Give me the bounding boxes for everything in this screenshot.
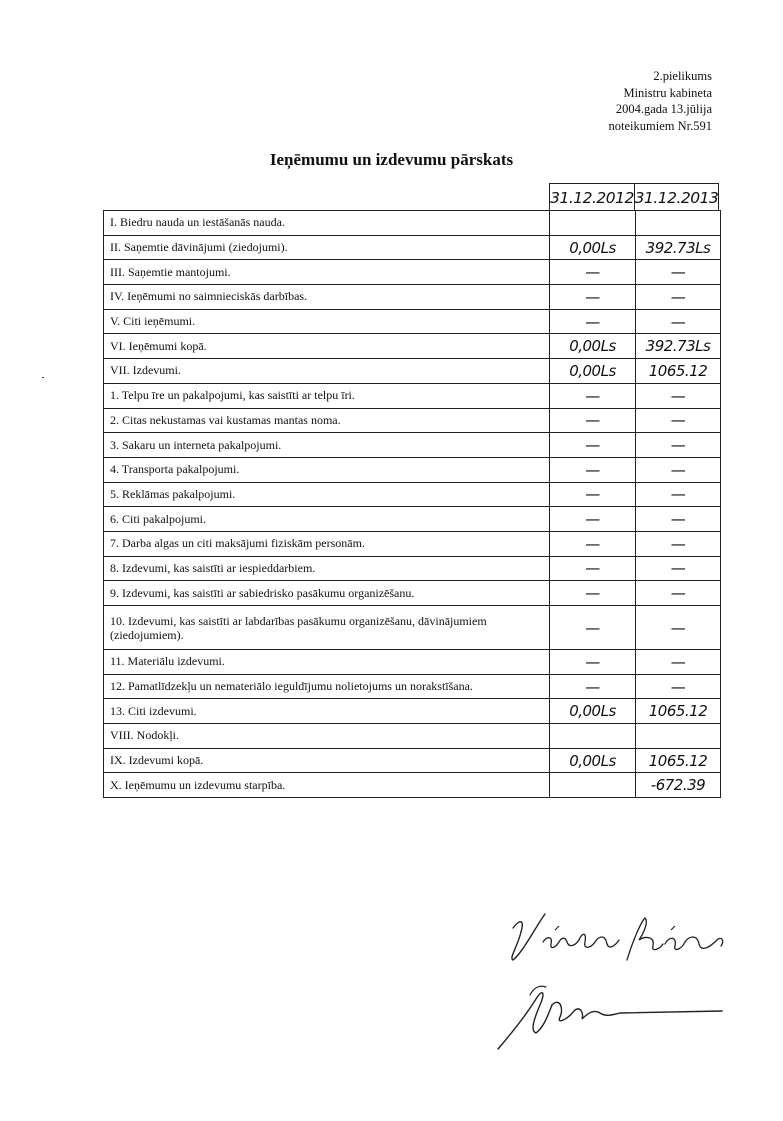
row-value-2013: -672.39 [636, 773, 721, 798]
table-row [104, 650, 721, 675]
row-value-2013: 1065.12 [636, 359, 721, 384]
table-row [104, 334, 721, 359]
row-value-2012: — [550, 433, 636, 458]
signature-1 [495, 900, 735, 980]
scan-speck [42, 377, 44, 378]
row-value-2013: — [636, 285, 721, 310]
row-value-2013: — [636, 457, 721, 482]
row-value-2013: — [636, 606, 721, 650]
row-value-2012: 0,00Ls [550, 359, 636, 384]
row-value-2012: — [550, 507, 636, 532]
row-value-2013: 392.73Ls [636, 235, 721, 260]
annex-line-4: noteikumiem Nr.591 [608, 118, 712, 133]
table-row [104, 507, 721, 532]
row-value-2013: — [636, 383, 721, 408]
signature-2 [490, 975, 730, 1055]
row-label: III. Saņemtie mantojumi. [104, 260, 550, 285]
table-row [104, 211, 721, 236]
row-label: 10. Izdevumi, kas saistīti ar labdarības pasākumu organizēšanu, dāvinājumiem (ziedojumiem). [104, 606, 550, 650]
table-row [104, 235, 721, 260]
table-row [104, 773, 721, 798]
row-label: 7. Darba algas un citi maksājumi fiziskām personām. [104, 531, 550, 556]
row-value-2012: — [550, 556, 636, 581]
table-row [104, 457, 721, 482]
row-label: VIII. Nodokļi. [104, 724, 550, 749]
row-value-2013: — [636, 581, 721, 606]
table-row [104, 674, 721, 699]
row-value-2013 [636, 211, 721, 236]
row-value-2012: — [550, 531, 636, 556]
table-row [104, 383, 721, 408]
row-label: X. Ieņēmumu un izdevumu starpība. [104, 773, 550, 798]
annex-reference [609, 68, 712, 134]
row-value-2012: 0,00Ls [550, 334, 636, 359]
table-row [104, 482, 721, 507]
row-value-2013: 1065.12 [636, 748, 721, 773]
page-title: Ieņēmumu un izdevumu pārskats [269, 150, 514, 169]
row-value-2012: 0,00Ls [550, 235, 636, 260]
row-value-2012: — [550, 674, 636, 699]
table-row [104, 556, 721, 581]
table-row [104, 309, 721, 334]
table-row [104, 699, 721, 724]
annex-line-1: 2.pielikums [653, 69, 712, 83]
row-value-2012: 0,00Ls [550, 748, 636, 773]
income-expense-table [103, 210, 721, 798]
row-value-2013: — [636, 674, 721, 699]
row-label: 11. Materiālu izdevumi. [104, 650, 550, 675]
row-value-2012: — [550, 606, 636, 650]
row-value-2012: — [550, 482, 636, 507]
row-value-2013: — [636, 507, 721, 532]
row-label: 3. Sakaru un interneta pakalpojumi. [104, 433, 550, 458]
row-value-2012 [550, 211, 636, 236]
row-label: 6. Citi pakalpojumi. [104, 507, 550, 532]
row-value-2013: — [636, 408, 721, 433]
row-label: II. Saņemtie dāvinājumi (ziedojumi). [104, 235, 550, 260]
row-value-2013: — [636, 309, 721, 334]
row-value-2012: — [550, 383, 636, 408]
table-row [104, 748, 721, 773]
row-value-2012 [550, 724, 636, 749]
row-value-2012: — [550, 260, 636, 285]
row-label: 4. Transporta pakalpojumi. [104, 457, 550, 482]
row-value-2012 [550, 773, 636, 798]
table-row [104, 581, 721, 606]
table-row [104, 531, 721, 556]
row-value-2012: — [550, 457, 636, 482]
column-header-date-1: 31.12.2012 [549, 183, 635, 211]
row-label: IV. Ieņēmumi no saimnieciskās darbības. [104, 285, 550, 310]
row-value-2012: — [550, 309, 636, 334]
row-value-2013: — [636, 260, 721, 285]
row-value-2012: — [550, 408, 636, 433]
row-value-2012: — [550, 581, 636, 606]
row-value-2013: — [636, 482, 721, 507]
row-label: V. Citi ieņēmumi. [104, 309, 550, 334]
row-label: 5. Reklāmas pakalpojumi. [104, 482, 550, 507]
row-label: 2. Citas nekustamas vai kustamas mantas noma. [104, 408, 550, 433]
table-row [104, 359, 721, 384]
row-value-2013: — [636, 433, 721, 458]
column-header-date-2: 31.12.2013 [634, 183, 719, 211]
annex-line-2: Ministru kabineta [623, 85, 712, 100]
table-row [104, 724, 721, 749]
row-value-2013: 1065.12 [636, 699, 721, 724]
table-row [104, 260, 721, 285]
row-label: 8. Izdevumi, kas saistīti ar iespieddarbiem. [104, 556, 550, 581]
row-label: VII. Izdevumi. [104, 359, 550, 384]
table-row [104, 285, 721, 310]
row-value-2013: 392.73Ls [636, 334, 721, 359]
row-value-2013: — [636, 650, 721, 675]
table-row [104, 606, 721, 650]
row-label: VI. Ieņēmumi kopā. [104, 334, 550, 359]
row-value-2013 [636, 724, 721, 749]
row-label: 1. Telpu īre un pakalpojumi, kas saistīti ar telpu īri. [104, 383, 550, 408]
row-value-2012: — [550, 650, 636, 675]
row-label: IX. Izdevumi kopā. [104, 748, 550, 773]
table-row [104, 408, 721, 433]
row-label: 13. Citi izdevumi. [104, 699, 550, 724]
row-value-2013: — [636, 531, 721, 556]
annex-line-3: 2004.gada 13.jūlija [615, 102, 712, 116]
row-label: 9. Izdevumi, kas saistīti ar sabiedrisko pasākumu organizēšanu. [104, 581, 550, 606]
table-row [104, 433, 721, 458]
row-value-2012: — [550, 285, 636, 310]
row-value-2013: — [636, 556, 721, 581]
row-value-2012: 0,00Ls [550, 699, 636, 724]
row-label: 12. Pamatlīdzekļu un nemateriālo ieguldījumu nolietojums un norakstīšana. [104, 674, 550, 699]
row-label: I. Biedru nauda un iestāšanās nauda. [104, 211, 550, 236]
